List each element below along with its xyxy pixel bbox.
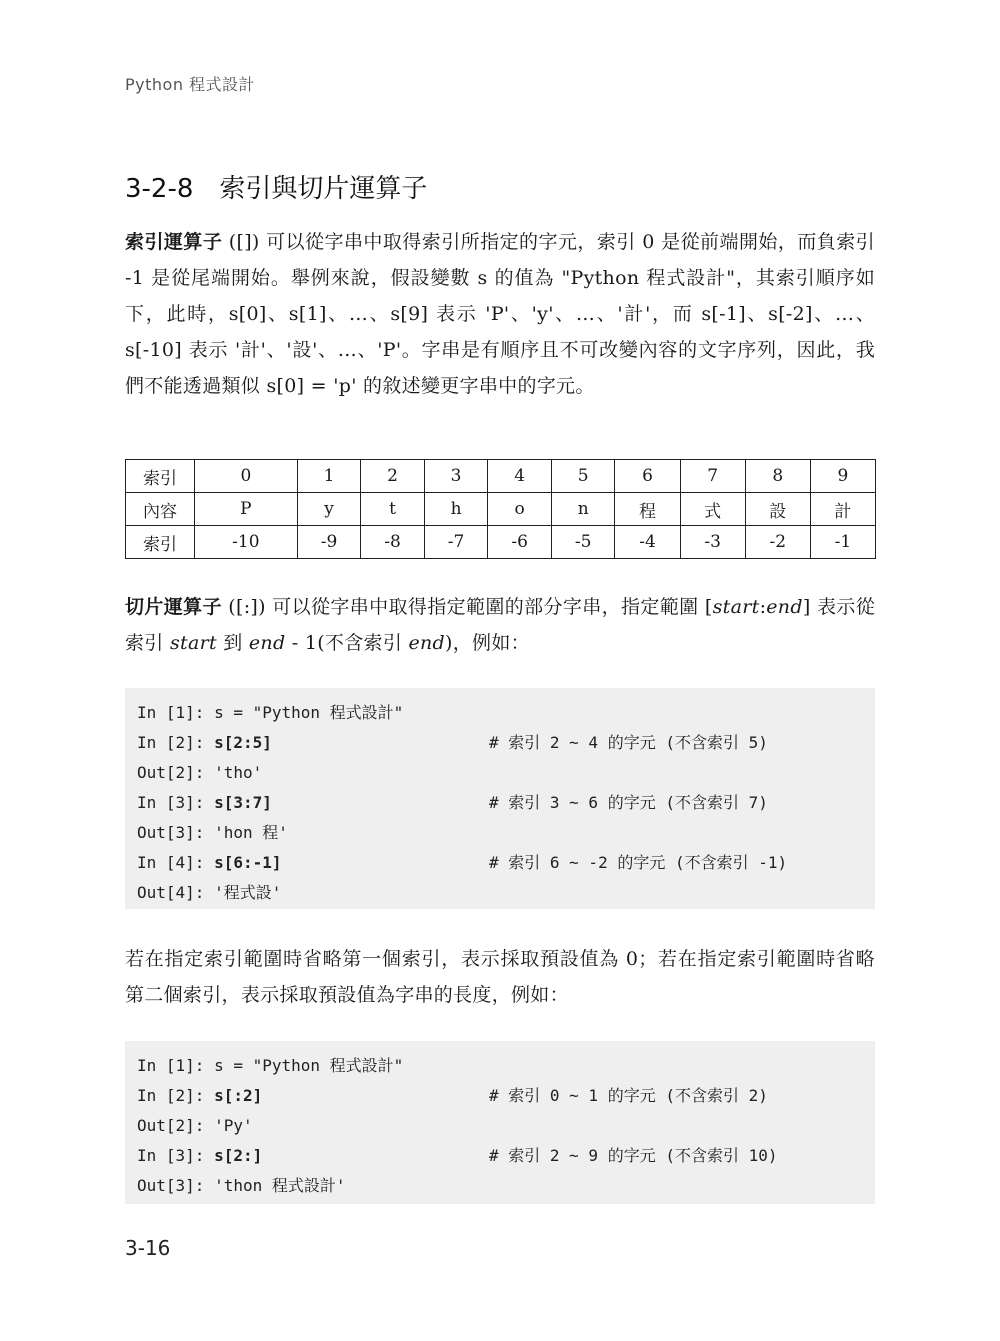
section-title [125, 168, 427, 205]
code-command [137, 1056, 403, 1075]
code-line [137, 1141, 863, 1171]
code-line [137, 818, 863, 848]
row-header: 索引 [126, 460, 195, 493]
code-prompt: Out[2]: [137, 763, 215, 782]
code-command [137, 1176, 346, 1195]
table-cell: P [195, 493, 298, 526]
code-line [137, 848, 863, 878]
table-row [126, 493, 876, 526]
code-prompt: In [3]: [137, 1146, 215, 1165]
code-command [137, 763, 262, 782]
code-prompt: In [3]: [137, 793, 215, 812]
table-cell: 計 [810, 493, 875, 526]
table-cell: y [297, 493, 361, 526]
code-input: s[3:7] [214, 793, 272, 812]
row-header: 索引 [126, 526, 195, 559]
code-block-default-slicing [125, 1041, 875, 1204]
table-cell: 9 [810, 460, 875, 493]
table-cell: o [488, 493, 552, 526]
paragraph-default-index: 若在指定索引範圍時省略第一個索引，表示採取預設值為 0；若在指定索引範圍時省略第二個索引，表示採取預設值為字串的長度，例如： [125, 948, 875, 1006]
code-input: s[2:] [214, 1146, 263, 1165]
code-input: s = "Python 程式設計" [214, 703, 404, 722]
code-prompt: Out[3]: [137, 823, 215, 842]
table-cell: 6 [615, 460, 680, 493]
row-header: 內容 [126, 493, 195, 526]
paragraph-text: )，例如： [445, 632, 530, 654]
code-line [137, 1051, 863, 1081]
term-index-operator: 索引運算子 [125, 231, 223, 253]
code-line [137, 1171, 863, 1201]
code-prompt: Out[4]: [137, 883, 215, 902]
table-cell: 設 [745, 493, 810, 526]
table-cell: 3 [424, 460, 488, 493]
table-cell: -3 [680, 526, 745, 559]
code-line [137, 758, 863, 788]
section-number: 3-2-8 [125, 174, 194, 204]
code-prompt: In [2]: [137, 1086, 215, 1105]
table-cell: 4 [488, 460, 552, 493]
code-command [137, 793, 272, 812]
code-input: 'hon 程' [214, 823, 288, 842]
param-end: end [766, 596, 803, 618]
code-command [137, 853, 282, 872]
code-line [137, 698, 863, 728]
table-cell: 程 [615, 493, 680, 526]
paragraph-text: ] 表示從索引 [125, 596, 875, 654]
code-input: 'Py' [214, 1116, 253, 1135]
code-prompt: Out[3]: [137, 1176, 215, 1195]
table-cell: -4 [615, 526, 680, 559]
code-line [137, 728, 863, 758]
colon: : [759, 596, 767, 618]
code-block-slicing [125, 688, 875, 909]
paragraph-text: 到 [216, 632, 249, 654]
code-input: s[6:-1] [214, 853, 282, 872]
table-cell: -1 [810, 526, 875, 559]
code-command [137, 823, 288, 842]
code-comment: # 索引 2 ~ 9 的字元 (不含索引 10) [489, 1146, 778, 1165]
code-prompt: In [1]: [137, 703, 215, 722]
paragraph-index-operator [125, 224, 875, 404]
code-command [137, 703, 403, 722]
table-cell: -6 [488, 526, 552, 559]
code-command [137, 1146, 262, 1165]
table-cell: -10 [195, 526, 298, 559]
code-input: 'tho' [214, 763, 263, 782]
code-input: 'thon 程式設計' [214, 1176, 346, 1195]
index-table [125, 459, 876, 559]
term-slice-operator: 切片運算子 [125, 596, 222, 618]
code-line [137, 788, 863, 818]
table-row [126, 526, 876, 559]
section-heading: 索引與切片運算子 [219, 174, 428, 204]
paragraph-text: ([:]) 可以從字串中取得指定範圍的部分字串，指定範圍 [ [221, 596, 713, 618]
table-cell: 1 [297, 460, 361, 493]
table-cell: -7 [424, 526, 488, 559]
paragraph-text: - 1(不含索引 [285, 632, 409, 654]
paragraph-text: ([]) 可以從字串中取得索引所指定的字元，索引 0 是從前端開始，而負索引 -1 是從尾端開始。舉例來說，假設變數 s 的值為 "Python 程式設計"，其索引順序如下，此時，s[0]、s[1]、…、s[9] 表示 'P'、'y'、…、'計'，而 s[-1]、s[-2]、…、s[-10] 表示 '計'、'設'、…、'P'。字串是有順序且不可改變內容的文字序列，因此，我們不能透過類似 s[0] = 'p' 的敘述變更字串中的字元。 [125, 231, 875, 397]
code-prompt: In [4]: [137, 853, 215, 872]
code-input: '程式設' [214, 883, 282, 902]
code-line [137, 1111, 863, 1141]
param-start: start [169, 632, 217, 654]
code-command [137, 1086, 262, 1105]
table-cell: 式 [680, 493, 745, 526]
table-cell: 5 [551, 460, 615, 493]
page-number: 3-16 [125, 1236, 171, 1260]
code-line [137, 1081, 863, 1111]
code-input: s = "Python 程式設計" [214, 1056, 404, 1075]
param-end: end [408, 632, 446, 654]
table-cell: -9 [297, 526, 361, 559]
code-input: s[:2] [214, 1086, 263, 1105]
param-end: end [248, 632, 286, 654]
code-command [137, 1116, 253, 1135]
table-cell: 8 [745, 460, 810, 493]
code-prompt: In [2]: [137, 733, 215, 752]
code-command [137, 883, 281, 902]
table-cell: -5 [551, 526, 615, 559]
table-cell: 0 [195, 460, 298, 493]
code-comment: # 索引 6 ~ -2 的字元 (不含索引 -1) [489, 853, 788, 872]
code-comment: # 索引 0 ~ 1 的字元 (不含索引 2) [489, 1086, 768, 1105]
code-comment: # 索引 2 ~ 4 的字元 (不含索引 5) [489, 733, 768, 752]
table-cell: 7 [680, 460, 745, 493]
code-input: s[2:5] [214, 733, 272, 752]
paragraph-slice-operator [125, 589, 875, 661]
table-cell: n [551, 493, 615, 526]
table-cell: -8 [361, 526, 425, 559]
table-cell: t [361, 493, 425, 526]
code-command [137, 733, 272, 752]
table-row [126, 460, 876, 493]
param-start: start [712, 596, 760, 618]
table-cell: 2 [361, 460, 425, 493]
table-cell: -2 [745, 526, 810, 559]
running-header: Python 程式設計 [125, 75, 256, 94]
code-line [137, 878, 863, 908]
code-comment: # 索引 3 ~ 6 的字元 (不含索引 7) [489, 793, 768, 812]
code-prompt: In [1]: [137, 1056, 215, 1075]
table-cell: h [424, 493, 488, 526]
code-prompt: Out[2]: [137, 1116, 215, 1135]
